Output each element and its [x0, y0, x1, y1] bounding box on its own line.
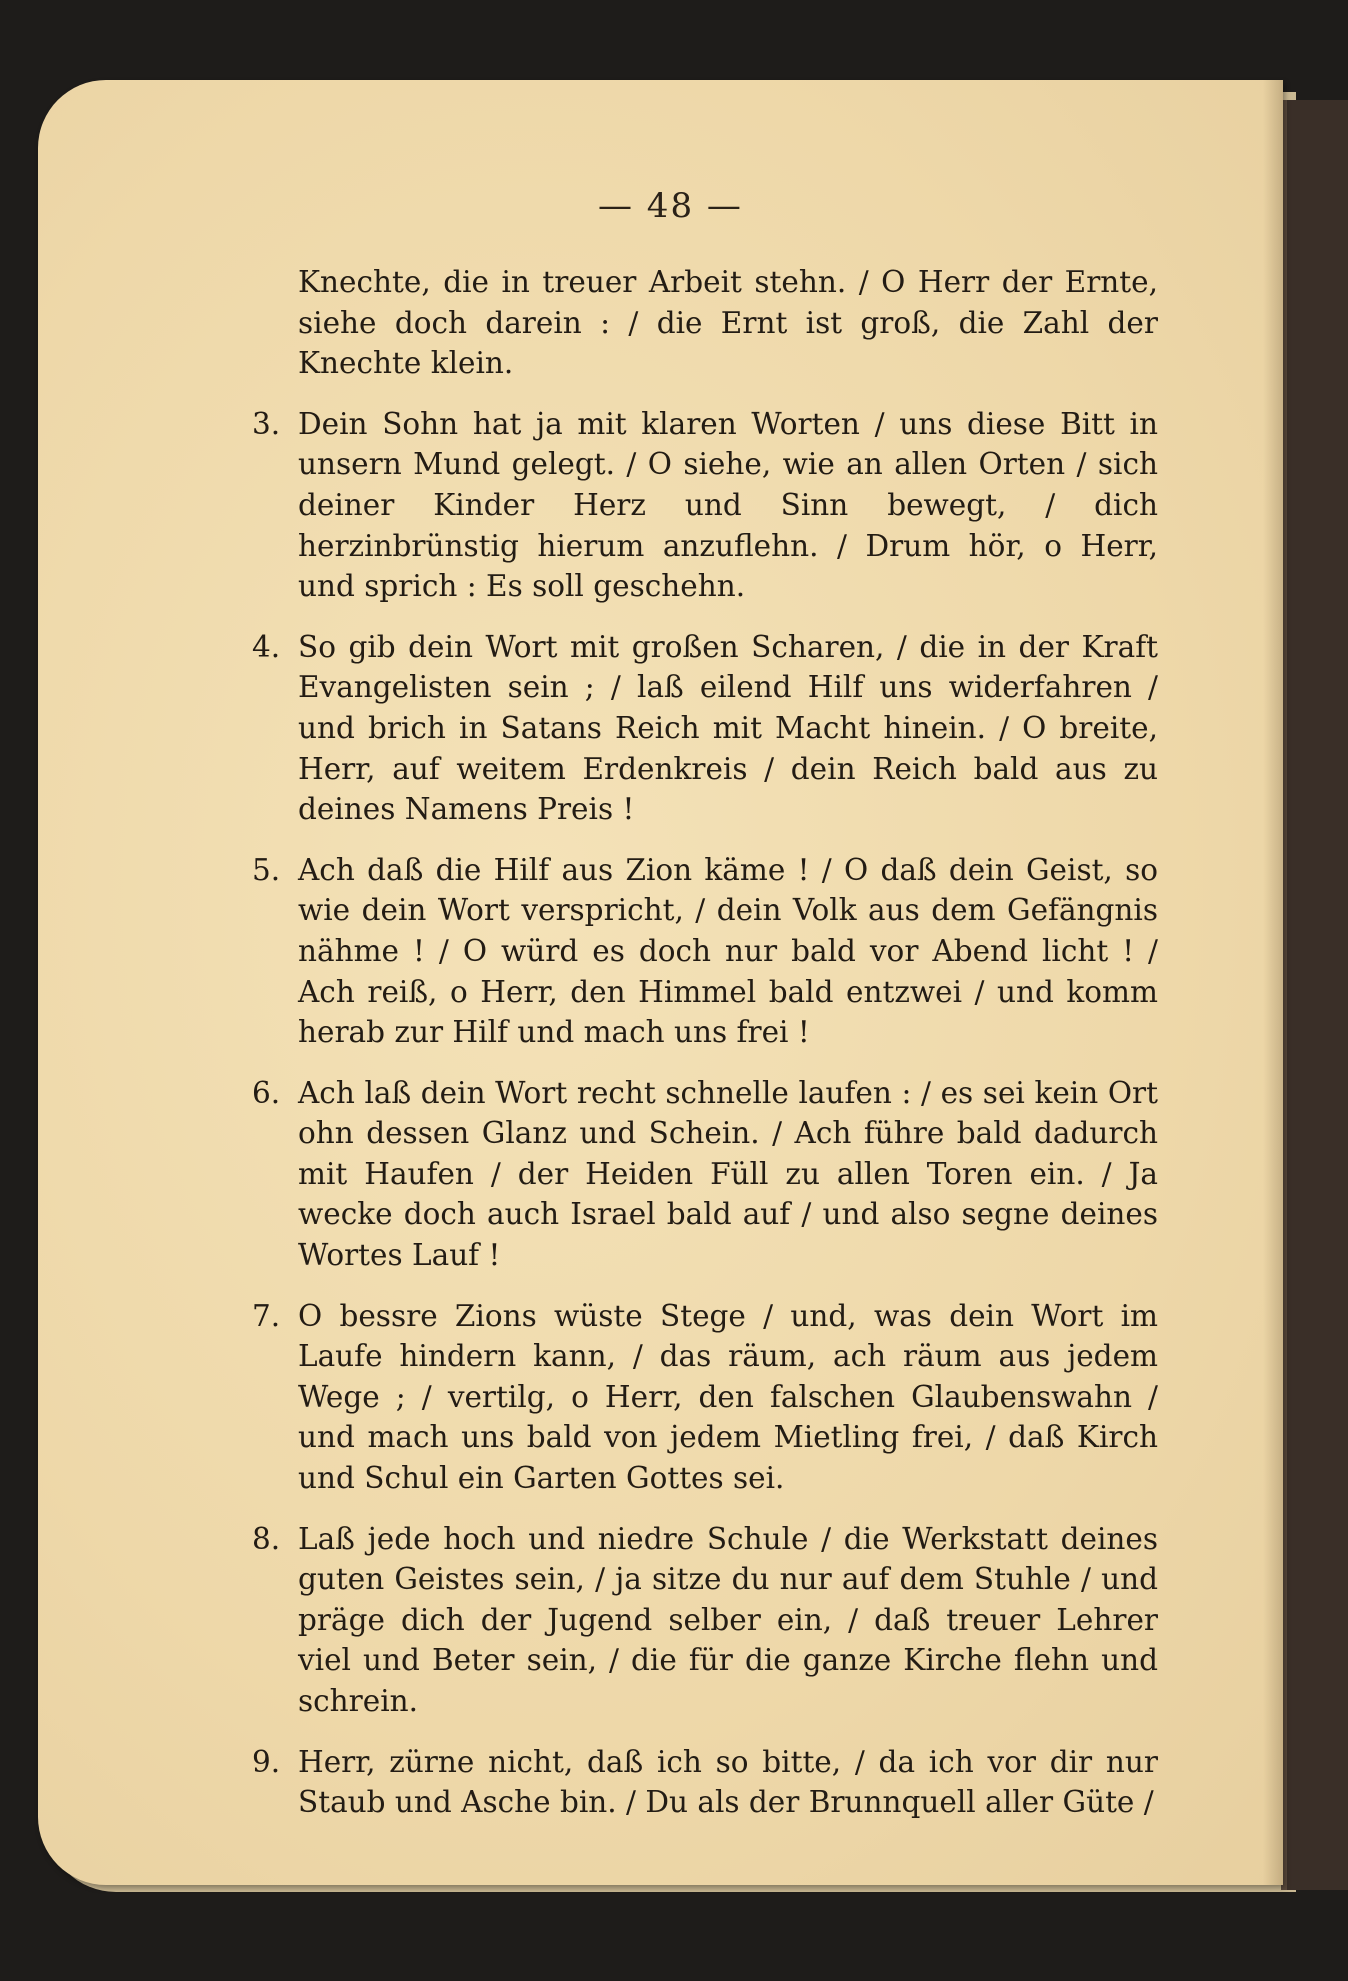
- book-spine: [1281, 100, 1348, 1890]
- continuation-text: Knechte, die in treuer Arbeit stehn. / O Herr der Ernte, siehe doch darein : / die Ernt ist groß, die Zahl der Knechte klein.: [298, 265, 1158, 381]
- verse-text: Herr, zürne nicht, daß ich so bitte, / da ich vor dir nur Staub und Asche bin. / Du als der Brunnquell aller Güte /: [298, 1744, 1158, 1820]
- verse-9: [252, 1742, 1158, 1823]
- verse-number: 7.: [252, 1298, 281, 1333]
- verse-text: Dein Sohn hat ja mit klaren Worten / uns diese Bitt in unsern Mund gelegt. / O siehe, wie an allen Orten / sich deiner Kinder Herz und Sinn bewegt, / dich herzinbrünstig hierum anzuflehn. / Drum hör, o Herr, und sprich : Es soll geschehn.: [298, 406, 1158, 604]
- verse-number: 5.: [252, 852, 281, 887]
- verse-text: O bessre Zions wüste Stege / und, was dein Wort im Laufe hindern kann, / das räum, ach räum aus jedem Wege ; / vertilg, o Herr, den falschen Glaubenswahn / und mach uns bald von jedem Mietling frei, / daß Kirch und Schul ein Garten Gottes sei.: [298, 1298, 1158, 1496]
- verse-number: 9.: [252, 1744, 281, 1779]
- verse-text: So gib dein Wort mit großen Scharen, / die in der Kraft Evangelisten sein ; / laß eilend Hilf uns widerfahren / und brich in Satans Reich mit Macht hinein. / O breite, Herr, auf weitem Erdenkreis / dein Reich bald aus zu deines Namens Preis !: [298, 629, 1158, 827]
- verse-7: [252, 1296, 1158, 1499]
- verse-5: [252, 850, 1158, 1053]
- verse-6: [252, 1073, 1158, 1276]
- verse-3: [252, 404, 1158, 607]
- verse-number: 4.: [252, 629, 281, 664]
- verse-4: [252, 627, 1158, 830]
- page-number: — 48 —: [598, 186, 743, 226]
- verse-text: Ach laß dein Wort recht schnelle laufen : / es sei kein Ort ohn dessen Glanz und Schein. / Ach führe bald dadurch mit Haufen / der Heiden Füll zu allen Toren ein. / Ja wecke doch auch Israel bald auf / und also segne deines Wortes Lauf !: [298, 1075, 1158, 1273]
- page-gutter-shadow: [1263, 80, 1283, 1885]
- verse-text: Ach daß die Hilf aus Zion käme ! / O daß dein Geist, so wie dein Wort verspricht, / dein Volk aus dem Gefängnis nähme ! / O würd es doch nur bald vor Abend licht ! / Ach reiß, o Herr, den Himmel bald entzwei / und komm herab zur Hilf und mach uns frei !: [298, 852, 1158, 1050]
- hymn-text: [252, 262, 1158, 1823]
- verse-number: 8.: [252, 1521, 281, 1556]
- verse-number: 6.: [252, 1075, 281, 1110]
- verse-8: [252, 1519, 1158, 1722]
- verse-number: 3.: [252, 406, 281, 441]
- verse-text: Laß jede hoch und niedre Schule / die Werkstatt deines guten Geistes sein, / ja sitze du nur auf dem Stuhle / und präge dich der Jugend selber ein, / daß treuer Lehrer viel und Beter sein, / die für die ganze Kirche flehn und schrein.: [298, 1521, 1158, 1718]
